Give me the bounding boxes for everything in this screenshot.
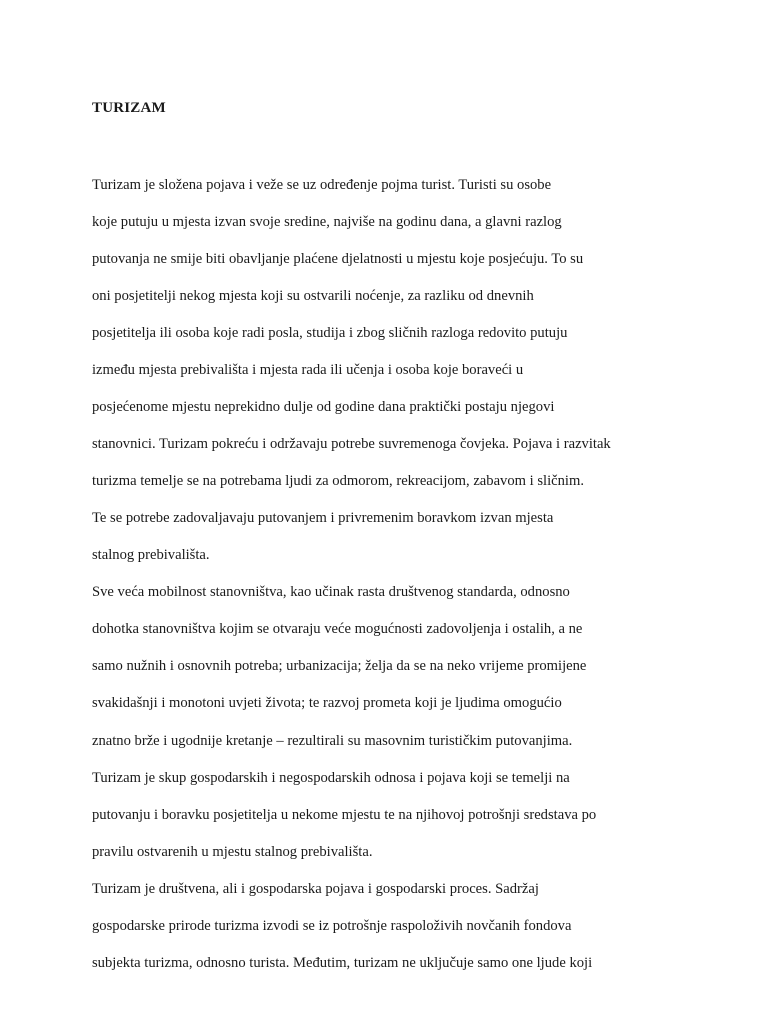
body-line: svakidašnji i monotoni uvjeti života; te razvoj prometa koji je ljudima omogućio bbox=[92, 695, 562, 711]
body-line: stalnog prebivališta. bbox=[92, 547, 210, 563]
body-line: znatno brže i ugodnije kretanje – rezultirali su masovnim turističkim putovanjima. bbox=[92, 733, 573, 749]
body-line: dohotka stanovništva kojim se otvaraju veće mogućnosti zadovoljenja i ostalih, a ne bbox=[92, 621, 583, 637]
body-line: između mjesta prebivališta i mjesta rada ili učenja i osoba koje boraveći u bbox=[92, 362, 524, 378]
body-line: oni posjetitelji nekog mjesta koji su ostvarili noćenje, za razliku od dnevnih bbox=[92, 288, 534, 304]
body-line: Te se potrebe zadovaljavaju putovanjem i privremenim boravkom izvan mjesta bbox=[92, 510, 554, 526]
body-line: posjećenome mjestu neprekidno dulje od godine dana praktički postaju njegovi bbox=[92, 399, 555, 415]
body-line: putovanja ne smije biti obavljanje plaćene djelatnosti u mjestu koje posjećuju. To su bbox=[92, 251, 584, 267]
body-line: Turizam je složena pojava i veže se uz određenje pojma turist. Turisti su osobe bbox=[92, 177, 552, 193]
body-line: putovanju i boravku posjetitelja u nekome mjestu te na njihovoj potrošnji sredstava po bbox=[92, 807, 597, 823]
body-line: Sve veća mobilnost stanovništva, kao učinak rasta društvenog standarda, odnosno bbox=[92, 584, 570, 600]
body-line: Turizam je skup gospodarskih i negospodarskih odnosa i pojava koji se temelji na bbox=[92, 770, 570, 786]
body-line: gospodarske prirode turizma izvodi se iz potrošnje raspoloživih novčanih fondova bbox=[92, 918, 572, 934]
body-line: subjekta turizma, odnosno turista. Međutim, turizam ne uključuje samo one ljude koji bbox=[92, 955, 593, 971]
body-line: pravilu ostvarenih u mjestu stalnog prebivališta. bbox=[92, 844, 373, 860]
body-line: koje putuju u mjesta izvan svoje sredine, najviše na godinu dana, a glavni razlog bbox=[92, 214, 562, 230]
body-line: Turizam je društvena, ali i gospodarska pojava i gospodarski proces. Sadržaj bbox=[92, 881, 539, 897]
body-line: stanovnici. Turizam pokreću i održavaju potrebe suvremenoga čovjeka. Pojava i razvitak bbox=[92, 436, 611, 452]
body-line: turizma temelje se na potrebama ljudi za odmorom, rekreacijom, zabavom i sličnim. bbox=[92, 473, 584, 489]
document-title: TURIZAM bbox=[92, 100, 166, 116]
body-line: posjetitelja ili osoba koje radi posla, studija i zbog sličnih razloga redovito putuju bbox=[92, 325, 568, 341]
body-line: samo nužnih i osnovnih potreba; urbanizacija; želja da se na neko vrijeme promijene bbox=[92, 658, 587, 674]
